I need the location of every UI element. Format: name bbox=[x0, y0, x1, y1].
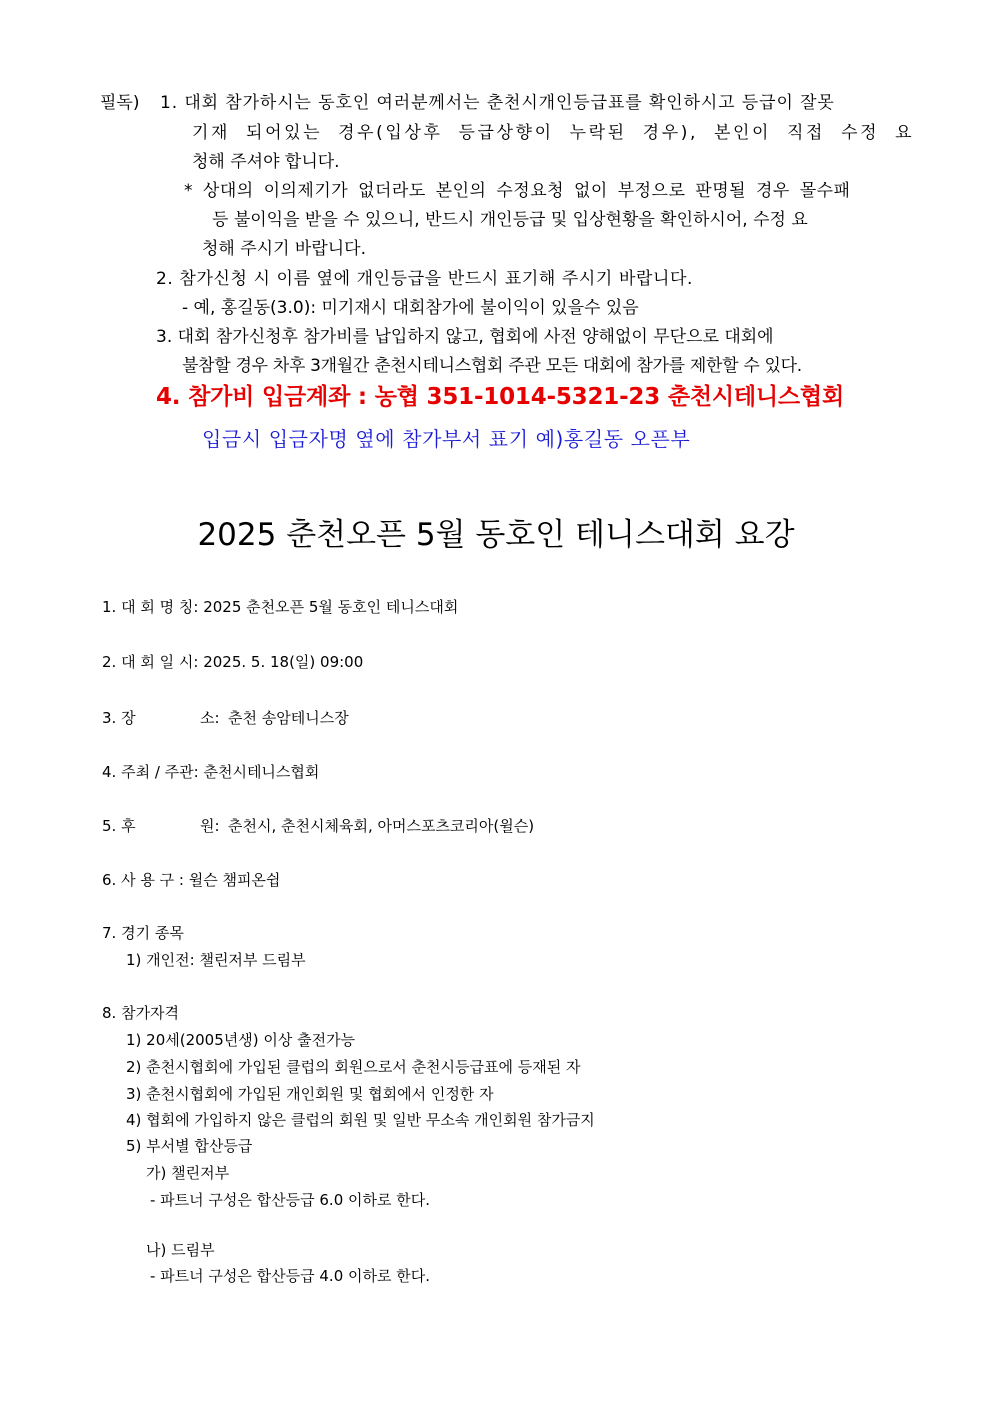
notice-item-1-line-3: 청해 주셔야 합니다. bbox=[192, 152, 340, 172]
section-3-value: 춘천 송암테니스장 bbox=[228, 709, 349, 727]
section-2 bbox=[102, 654, 363, 671]
section-8-item: 4) 협회에 가입하지 않은 클럽의 회원 및 일반 무소속 개인회원 참가금지 bbox=[126, 1111, 595, 1129]
section-8-item: 1) 20세(2005년생) 이상 출전가능 bbox=[126, 1031, 356, 1049]
section-2-label: 2. 대 회 일 시: bbox=[102, 653, 199, 671]
section-8-item: 3) 춘천시협회에 가입된 개인회원 및 협회에서 인정한 자 bbox=[126, 1085, 494, 1103]
section-4-label: 4. 주최 / 주관: bbox=[102, 763, 199, 781]
section-3 bbox=[102, 709, 349, 727]
section-4-value: 춘천시테니스협회 bbox=[203, 763, 320, 781]
section-5-value: 춘천시, 춘천시체육회, 아머스포츠코리아(윌슨) bbox=[228, 817, 535, 835]
notice-item-1-sub-1: * 상대의 이의제기가 없더라도 본인의 수정요청 없이 부정으로 판명될 경우 몰수패 bbox=[184, 181, 851, 201]
section-6 bbox=[102, 872, 280, 889]
section-5 bbox=[102, 817, 535, 835]
section-1-value: 2025 춘천오픈 5월 동호인 테니스대회 bbox=[203, 598, 459, 616]
section-5-label-end: 원: bbox=[200, 817, 220, 835]
notice-item-1-sub-3: 청해 주시기 바랍니다. bbox=[202, 239, 367, 259]
notice-item-2-line-1: 2. 참가신청 시 이름 옆에 개인등급을 반드시 표기해 주시기 바랍니다. bbox=[156, 269, 694, 289]
section-8-heading: 8. 참가자격 bbox=[102, 1004, 180, 1022]
notice-item-1-sub-2: 등 불이익을 받을 수 있으니, 반드시 개인등급 및 입상현황을 확인하시어, 수정 요 bbox=[212, 210, 808, 230]
notice-label: 필독) bbox=[100, 93, 140, 113]
notice-item-1-line-1-text: 1. 대회 참가하시는 동호인 여러분께서는 춘천시개인등급표를 확인하시고 등급이 잘못 bbox=[160, 93, 835, 113]
section-8-item: 2) 춘천시협회에 가입된 클럽의 회원으로서 춘천시등급표에 등재된 자 bbox=[126, 1058, 581, 1076]
page-title: 2025 춘천오픈 5월 동호인 테니스대회 요강 bbox=[197, 517, 795, 553]
notice-item-3-line-2: 불참할 경우 차후 3개월간 춘천시테니스협회 주관 모든 대회에 참가를 제한할 수 있다. bbox=[182, 356, 802, 376]
deposit-account: 4. 참가비 입금계좌 : 농협 351-1014-5321-23 춘천시테니스협회 bbox=[156, 384, 844, 410]
section-5-label: 5. 후 bbox=[102, 817, 136, 835]
division-name: 나) 드림부 bbox=[146, 1241, 215, 1259]
section-2-value: 2025. 5. 18(일) 09:00 bbox=[203, 653, 364, 671]
section-1-label: 1. 대 회 명 칭: bbox=[102, 598, 199, 616]
division-rule: - 파트너 구성은 합산등급 6.0 이하로 한다. bbox=[150, 1191, 430, 1209]
notice-item-3-line-1: 3. 대회 참가신청후 참가비를 납입하지 않고, 협회에 사전 양해없이 무단으로 대회에 bbox=[156, 327, 774, 347]
notice-item-2-line-2: - 예, 홍길동(3.0): 미기재시 대회참가에 불이익이 있을수 있음 bbox=[182, 298, 639, 318]
notice-item-1-line-1 bbox=[160, 94, 926, 114]
section-1 bbox=[102, 599, 458, 616]
deposit-note: 입금시 입금자명 옆에 참가부서 표기 예)홍길동 오픈부 bbox=[202, 427, 691, 451]
section-6-value: 윌슨 챔피온쉽 bbox=[188, 871, 281, 889]
section-3-label: 3. 장 bbox=[102, 709, 136, 727]
section-8-item: 5) 부서별 합산등급 bbox=[126, 1137, 253, 1155]
section-4 bbox=[102, 764, 319, 781]
section-3-label-end: 소: bbox=[200, 709, 220, 727]
division-name: 가) 챌린저부 bbox=[146, 1164, 230, 1182]
section-7-item: 1) 개인전: 챌린저부 드림부 bbox=[126, 951, 306, 969]
section-6-label: 6. 사 용 구 : bbox=[102, 871, 184, 889]
notice-item-1-line-2: 기재 되어있는 경우(입상후 등급상향이 누락된 경우), 본인이 직접 수정 요 bbox=[192, 123, 915, 143]
section-7-heading: 7. 경기 종목 bbox=[102, 924, 184, 942]
division-rule: - 파트너 구성은 합산등급 4.0 이하로 한다. bbox=[150, 1267, 430, 1285]
